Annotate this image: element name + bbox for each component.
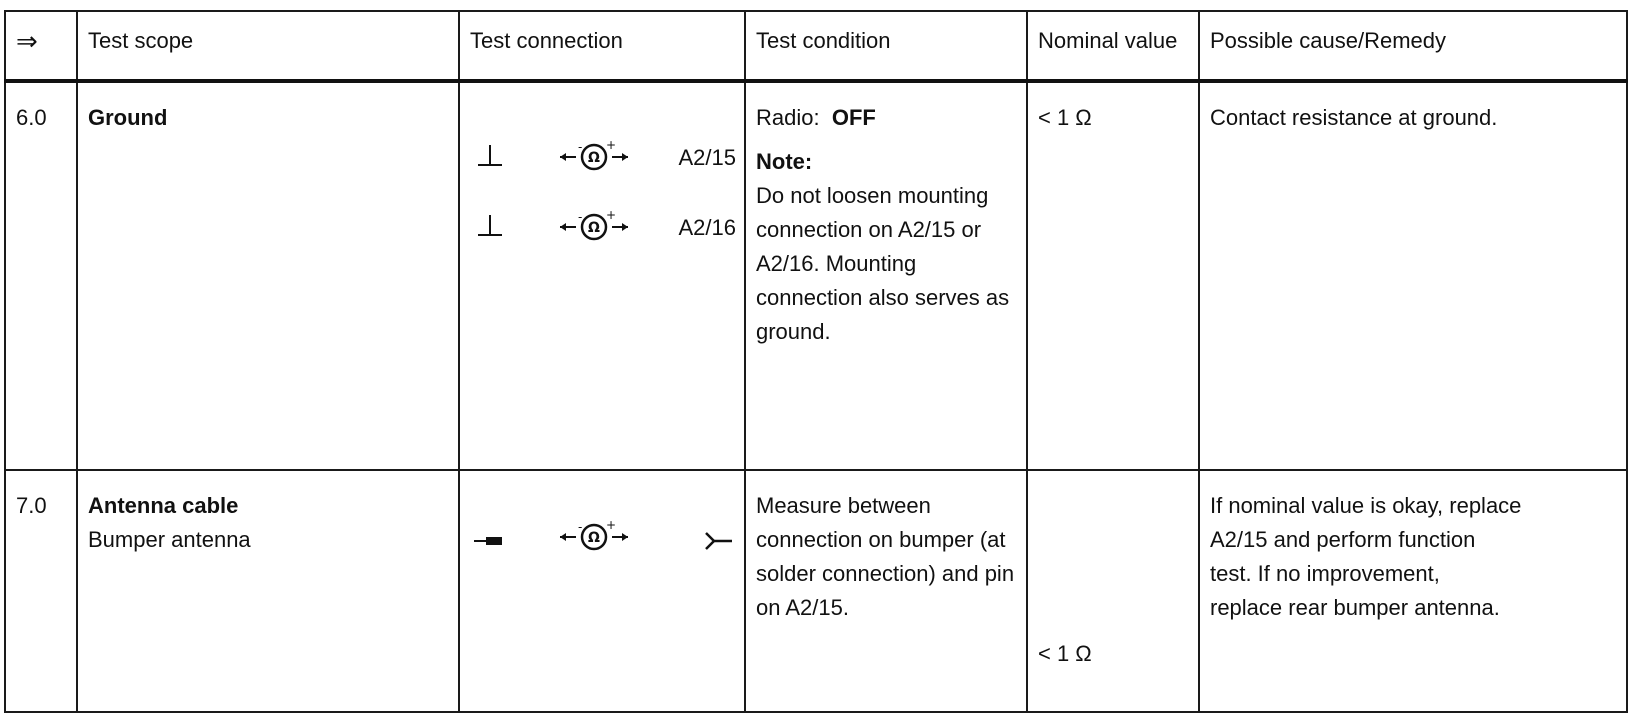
ohmmeter-icon (558, 519, 630, 555)
row-number: 6.0 (5, 81, 77, 470)
connection-line (460, 519, 744, 559)
remedy-line: Contact resistance at ground. (1210, 105, 1498, 130)
ground-symbol-icon (478, 143, 502, 171)
ohmmeter-icon (558, 209, 630, 245)
svg-text:-: - (578, 520, 583, 534)
svg-text:-: - (578, 140, 583, 154)
nominal-value: < 1 Ω (1027, 81, 1199, 470)
connection-line (460, 139, 744, 179)
table-row (5, 81, 1627, 470)
svg-text:Ω: Ω (588, 150, 600, 166)
condition-line: solder connection) and pin (756, 561, 1015, 586)
nominal-value: < 1 Ω (1038, 641, 1092, 666)
note-line: connection also serves as (756, 285, 1010, 310)
pin-label: A2/16 (678, 215, 736, 240)
scope-subtitle: Bumper antenna (88, 527, 251, 552)
svg-text:+: + (606, 139, 617, 152)
scope-cell (77, 470, 459, 712)
radio-condition: Radio: OFF (756, 105, 876, 130)
scope-title: Ground (77, 81, 459, 470)
note-line: ground. (756, 319, 831, 344)
test-table-sheet (4, 10, 1626, 674)
svg-text:+: + (606, 519, 617, 532)
table-row (5, 470, 1627, 712)
socket-symbol-icon (700, 523, 734, 551)
svg-text:Ω: Ω (588, 220, 600, 236)
condition-line: on A2/15. (756, 595, 849, 620)
pin-label: A2/15 (678, 145, 736, 170)
remedy-line: test. If no improvement, (1210, 561, 1440, 586)
note-line: connection on A2/15 or (756, 217, 982, 242)
remedy-cell (1199, 81, 1627, 470)
condition-line: Measure between (756, 493, 931, 518)
ground-symbol-icon (478, 213, 502, 241)
connection-line (460, 209, 744, 249)
svg-text:Ω: Ω (588, 530, 600, 546)
svg-text:+: + (606, 209, 617, 222)
ohmmeter-icon (558, 139, 630, 175)
plug-symbol-icon (472, 523, 512, 551)
remedy-line: replace rear bumper antenna. (1210, 595, 1500, 620)
header-marker (5, 11, 77, 81)
header-test-connection: Test connection (459, 11, 745, 81)
note-line: Do not loosen mounting (756, 183, 989, 208)
header-row (5, 11, 1627, 81)
svg-text:-: - (578, 210, 583, 224)
header-possible-cause: Possible cause/Remedy (1199, 11, 1627, 81)
arrow-right-icon: ⇒ (16, 26, 38, 56)
remedy-cell (1199, 470, 1627, 712)
note-label: Note: (756, 149, 813, 174)
test-connection-cell (459, 81, 745, 470)
remedy-line: A2/15 and perform function (1210, 527, 1476, 552)
test-table (4, 10, 1628, 713)
condition-line: connection on bumper (at (756, 527, 1006, 552)
scope-title: Antenna cable (88, 493, 239, 518)
note-line: A2/16. Mounting (756, 251, 917, 276)
test-condition-cell (745, 470, 1027, 712)
test-condition-cell (745, 81, 1027, 470)
test-connection-cell (459, 470, 745, 712)
header-nominal-value: Nominal value (1027, 11, 1199, 81)
remedy-line: If nominal value is okay, replace (1210, 493, 1522, 518)
header-test-scope: Test scope (77, 11, 459, 81)
nominal-value-cell (1027, 470, 1199, 712)
header-test-condition: Test condition (745, 11, 1027, 81)
row-number: 7.0 (5, 470, 77, 712)
